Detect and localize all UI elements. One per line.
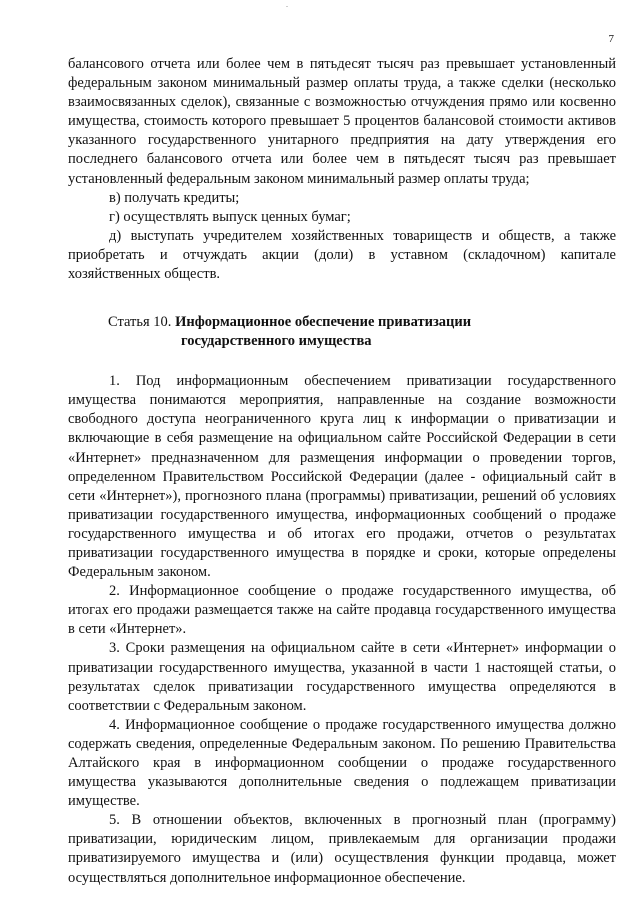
document-body bbox=[68, 55, 616, 888]
page-number: 7 bbox=[608, 33, 614, 45]
page-top-mark: - bbox=[286, 4, 288, 10]
continuation-paragraph: балансового отчета или более чем в пятьдесят тысяч раз превышает установленный федеральным законом минимальный размер оплаты труда, а также сделки (несколько взаимосвязанных сделок), связанные с возможностью отчуждения прямо или косвенно имущества, стоимость которого превышает 5 процентов балансовой стоимости активов указанного государственного унитарного предприятия на дату утверждения его последнего балансового отчета или более чем в пятьдесят тысяч раз превышает установленный федеральным законом минимальный размер оплаты труда; bbox=[68, 56, 616, 187]
article-title-line2: государственного имущества bbox=[181, 333, 372, 350]
article-paragraph-5: 5. В отношении объектов, включенных в прогнозный план (программу) приватизации, юридическим лицом, привлекаемым для организации продажи приватизируемого имущества и (или) осуществления функции продавца, может осуществляться дополнительное информационное обеспечение. bbox=[68, 812, 616, 886]
article-paragraph-2: 2. Информационное сообщение о продаже государственного имущества, об итогах его продажи размещается также на сайте продавца государственного имущества в сети «Интернет». bbox=[68, 583, 616, 638]
list-item-v: в) получать кредиты; bbox=[109, 189, 240, 206]
article-paragraph-1: 1. Под информационным обеспечением приватизации государственного имущества понимаются мероприятия, направленные на создание возможности свободного доступа неограниченного круга лиц к информации о приватизации и включающие в себя размещение на официальном сайте Российской Федерации в сети «Интернет» предназначенном для размещения информации о проведении торгов, определенном Правительством Российской Федерации (далее - официальный сайт в сети «Интернет»), прогнозного плана (программы) приватизации, решений об условиях приватизации государственного имущества, информационных сообщений о продаже государственного имущества и об итогах его продажи, отчетов о результатах приватизации государственного имущества в порядке и сроки, которые определены Федеральным законом. bbox=[68, 373, 616, 581]
article-label: Статья 10. bbox=[108, 314, 172, 331]
article-paragraph-4: 4. Информационное сообщение о продаже государственного имущества должно содержать сведения, определенные Федеральным законом. По решению Правительства Алтайского края в информационном сообщении о продаже государственного имущества указываются дополнительные сведения о подлежащем приватизации имуществе. bbox=[68, 716, 616, 810]
article-heading bbox=[68, 313, 616, 351]
list-item-g: г) осуществлять выпуск ценных бумаг; bbox=[109, 208, 351, 225]
article-title-line1: Информационное обеспечение приватизации bbox=[175, 314, 472, 331]
list-item-d: д) выступать учредителем хозяйственных товариществ и обществ, а также приобретать и отчуждать акции (доли) в уставном (складочном) капитале хозяйственных обществ. bbox=[68, 227, 616, 283]
article-paragraph-3: 3. Сроки размещения на официальном сайте в сети «Интернет» информации о приватизации государственного имущества, указанной в части 1 настоящей статьи, о результатах сделок приватизации государственного имущества определяются в соответствии с Федеральным законом. bbox=[68, 640, 616, 714]
